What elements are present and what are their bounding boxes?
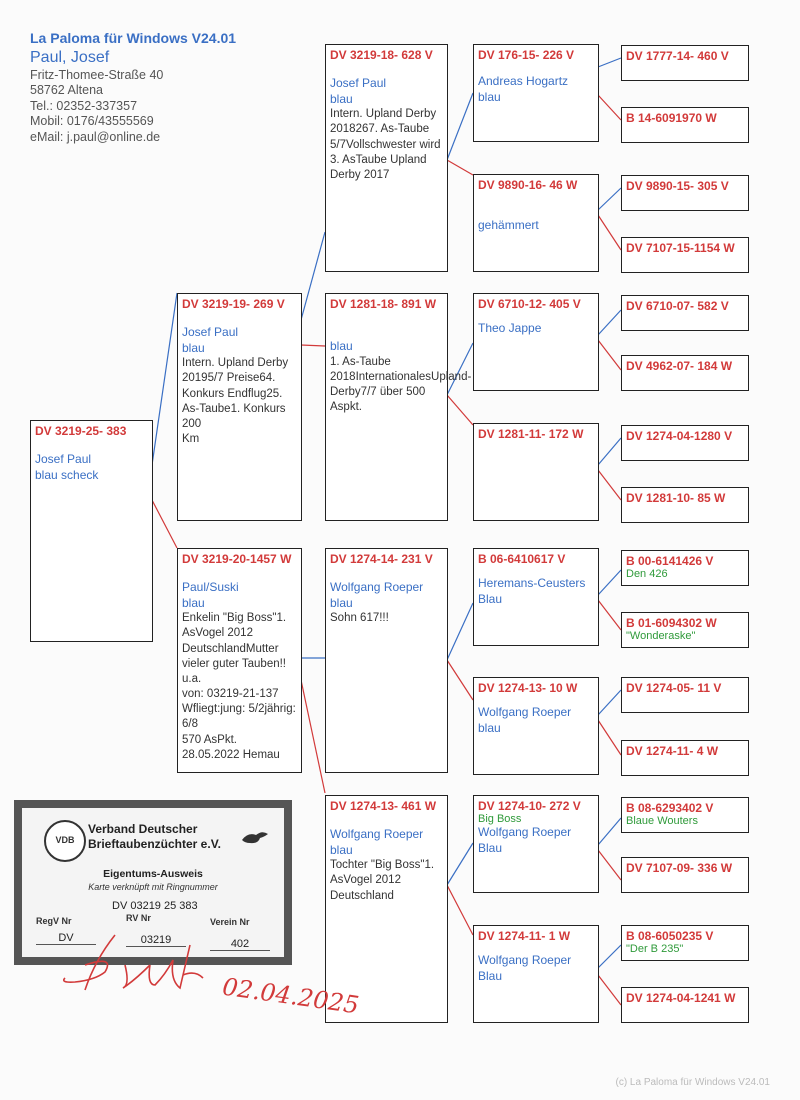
ring-number: DV 9890-16- 46 W <box>478 178 578 192</box>
ring-number: B 08-6050235 V <box>626 929 714 943</box>
pigeon-box-ff[interactable] <box>325 44 448 272</box>
pigeon-remarks: Sohn 617!!! <box>330 612 389 625</box>
pigeon-box-g3[interactable] <box>473 174 599 272</box>
ring-number: B 14-6091970 W <box>626 111 717 125</box>
owner-city: 58762 Altena <box>30 83 103 98</box>
line-f-ff <box>301 232 325 320</box>
ring-number: DV 1274-13- 461 W <box>330 799 437 813</box>
ring-number: DV 6710-07- 582 V <box>626 299 729 313</box>
ring-number: DV 7107-09- 336 W <box>626 861 733 875</box>
card-org-line2: Brieftaubenzüchter e.V. <box>88 837 221 851</box>
pigeon-color: blau <box>330 842 353 857</box>
line-g2-0a <box>447 93 473 160</box>
card-title: Eigentums-Ausweis <box>103 868 203 880</box>
line-f-fm <box>301 345 325 346</box>
ring-number: DV 4962-07- 184 W <box>626 359 733 373</box>
pigeon-box-g4[interactable] <box>621 677 749 713</box>
pigeon-box-g4[interactable] <box>621 175 749 211</box>
pigeon-color: blau <box>478 720 501 735</box>
pigeon-owner: Josef Paul <box>182 325 239 339</box>
pigeon-color: blau scheck <box>35 467 99 482</box>
pigeon-box-g3[interactable] <box>473 44 599 142</box>
pigeon-color: Blau <box>478 968 503 983</box>
card-regv-label: RegV Nr <box>36 916 72 926</box>
ring-number: DV 1274-05- 11 V <box>626 681 722 695</box>
pigeon-nickname: "Der B 235" <box>626 943 684 955</box>
pigeon-owner: Paul/Suski <box>182 580 239 594</box>
ring-number: DV 1777-14- 460 V <box>626 49 729 63</box>
card-verein-label: Verein Nr <box>210 917 250 927</box>
pigeon-owner: Wolfgang Roeper <box>478 825 572 839</box>
owner-name: Paul, Josef <box>30 48 110 66</box>
owner-email: eMail: j.paul@online.de <box>30 130 161 144</box>
owner-phone: Tel.: 02352-337357 <box>30 98 138 113</box>
card-verein-value: 402 <box>210 938 270 951</box>
pigeon-owner: Heremans-Ceusters <box>478 576 586 590</box>
pigeon-box-father[interactable] <box>177 293 302 521</box>
card-org <box>88 822 221 852</box>
ring-number: B 00-6141426 V <box>626 554 714 568</box>
line-m-mm <box>301 680 325 793</box>
line-g2-3a <box>447 843 473 885</box>
ring-number: B 08-6293402 V <box>626 801 714 815</box>
pigeon-color: blau <box>330 595 353 610</box>
pigeon-remarks: Tochter "Big Boss"1. AsVogel 2012 Deutschland <box>330 859 435 902</box>
ring-number: DV 1281-10- 85 W <box>626 491 726 505</box>
line-g0-father <box>152 293 177 465</box>
pigeon-owner: Wolfgang Roeper <box>478 953 572 967</box>
pigeon-box-g4[interactable] <box>621 740 749 776</box>
ring-number: DV 7107-15-1154 W <box>626 241 735 255</box>
ring-number: DV 176-15- 226 V <box>478 48 575 62</box>
pigeon-remarks: Intern. Upland Derby 2018267. As-Taube 5/7Vollschwester wird 3. AsTaube Upland Derby 2017 <box>330 108 441 181</box>
pigeon-color: Blau <box>478 840 503 855</box>
pigeon-box-g4[interactable] <box>621 550 749 586</box>
ring-number: DV 1274-13- 10 W <box>478 681 578 695</box>
pigeon-box-g3[interactable] <box>473 548 599 646</box>
footer-copyright: (c) La Paloma für Windows V24.01 <box>615 1077 770 1088</box>
pigeon-owner: Wolfgang Roeper <box>330 827 424 841</box>
ring-number: DV 3219-25- 383 <box>35 424 127 438</box>
ring-number: DV 1274-04-1241 W <box>626 991 736 1005</box>
pigeon-owner: Theo Jappe <box>478 321 542 335</box>
pigeon-box-g3[interactable] <box>473 795 599 893</box>
pigeon-color: blau <box>182 595 205 610</box>
ring-number: DV 3219-20-1457 W <box>182 552 292 566</box>
pigeon-box-g3[interactable] <box>473 677 599 775</box>
ring-number: DV 6710-12- 405 V <box>478 297 581 311</box>
ring-number: DV 1274-04-1280 V <box>626 429 733 443</box>
ring-number: DV 9890-15- 305 V <box>626 179 729 193</box>
pigeon-icon <box>240 828 270 846</box>
pigeon-box-g4[interactable] <box>621 425 749 461</box>
ring-number: DV 1274-10- 272 V <box>478 799 581 813</box>
line-g2-1a <box>447 343 473 395</box>
line-g2-3b <box>447 885 473 935</box>
pigeon-color: Blau <box>478 591 503 606</box>
pigeon-box-g4[interactable] <box>621 857 749 893</box>
pigeon-owner: Josef Paul <box>330 76 387 90</box>
card-subtitle: Karte verknüpft mit Ringnummer <box>88 882 218 892</box>
ring-number: DV 1274-14- 231 V <box>330 552 433 566</box>
line-g2-0b <box>447 160 473 175</box>
pigeon-remarks: Enkelin "Big Boss"1. AsVogel 2012 DeutschlandMutter vieler guter Tauben!! u.a. von: 03219-21-137 Wfliegt:jung: 5/2jährig: 6/8 570 AsPkt. 28.05.2022 Hemau <box>182 612 296 761</box>
pigeon-nickname: Big Boss <box>478 813 522 825</box>
pigeon-box-g4[interactable] <box>621 237 749 273</box>
card-rv-label: RV Nr <box>126 913 151 923</box>
ring-number: B 06-6410617 V <box>478 552 566 566</box>
ring-number: DV 3219-18- 628 V <box>330 48 433 62</box>
pigeon-owner: Josef Paul <box>35 452 92 466</box>
pigeon-box-g4[interactable] <box>621 295 749 331</box>
pigeon-box-g4[interactable] <box>621 612 749 648</box>
pigeon-box-mf[interactable] <box>325 548 448 773</box>
pigeon-owner: gehämmert <box>478 218 539 232</box>
signature-date: 02.04.2025 <box>220 972 361 1020</box>
handwritten-signature <box>55 930 245 1005</box>
line-g2-2b <box>447 660 473 700</box>
pigeon-color: blau <box>330 339 353 353</box>
card-rv-value: 03219 <box>126 934 186 947</box>
ring-number: DV 1281-11- 172 W <box>478 427 584 441</box>
pigeon-owner: Wolfgang Roeper <box>478 705 572 719</box>
ring-number: DV 3219-19- 269 V <box>182 297 285 311</box>
pigeon-box-g3[interactable] <box>473 925 599 1023</box>
pigeon-color: blau <box>478 89 501 104</box>
pigeon-box-self[interactable] <box>30 420 153 642</box>
ring-number: DV 1281-18- 891 W <box>330 297 437 311</box>
pigeon-box-g4[interactable] <box>621 45 749 81</box>
vdb-logo-icon: VDB <box>44 820 86 862</box>
line-g2-1b <box>447 395 473 425</box>
owner-street: Fritz-Thomee-Straße 40 <box>30 67 164 82</box>
line-g2-2a <box>447 603 473 660</box>
card-regv-value: DV <box>36 932 96 945</box>
pigeon-owner: Wolfgang Roeper <box>330 580 424 594</box>
pigeon-remarks: Intern. Upland Derby 20195/7 Preise64. Konkurs Endflug25. As-Taube1. Konkurs 200 Km <box>182 357 289 446</box>
pigeon-color: blau <box>330 91 353 106</box>
ring-number: B 01-6094302 W <box>626 616 717 630</box>
pigeon-box-mother[interactable] <box>177 548 302 773</box>
owner-mobile: Mobil: 0176/43555569 <box>30 114 154 129</box>
line-g0-mother <box>152 500 177 548</box>
pigeon-box-fm[interactable] <box>325 293 472 521</box>
card-org-line1: Verband Deutscher <box>88 822 198 836</box>
ring-number: DV 1274-11- 4 W <box>626 744 719 758</box>
pigeon-box-g4[interactable] <box>621 487 749 523</box>
pigeon-box-g4[interactable] <box>621 797 749 833</box>
pigeon-box-g4[interactable] <box>621 107 749 143</box>
pigeon-box-g4[interactable] <box>621 987 749 1023</box>
pigeon-color: blau <box>182 340 205 355</box>
pigeon-nickname: Den 426 <box>626 568 668 580</box>
pigeon-owner: Andreas Hogartz <box>478 74 569 88</box>
pigeon-box-g4[interactable] <box>621 355 749 391</box>
pigeon-box-g3[interactable] <box>473 423 599 521</box>
pigeon-box-g3[interactable] <box>473 293 599 391</box>
pigeon-nickname: "Wonderaske" <box>626 630 696 642</box>
ring-number: DV 1274-11- 1 W <box>478 929 571 943</box>
app-title: La Paloma für Windows V24.01 <box>30 30 237 46</box>
pigeon-box-g4[interactable] <box>621 925 749 961</box>
pigeon-nickname: Blaue Wouters <box>626 815 698 827</box>
card-ring-number: DV 03219 25 383 <box>112 900 198 912</box>
pigeon-remarks: 1. As-Taube 2018InternationalesUpland- Derby7/7 über 500 Aspkt. <box>330 355 472 414</box>
